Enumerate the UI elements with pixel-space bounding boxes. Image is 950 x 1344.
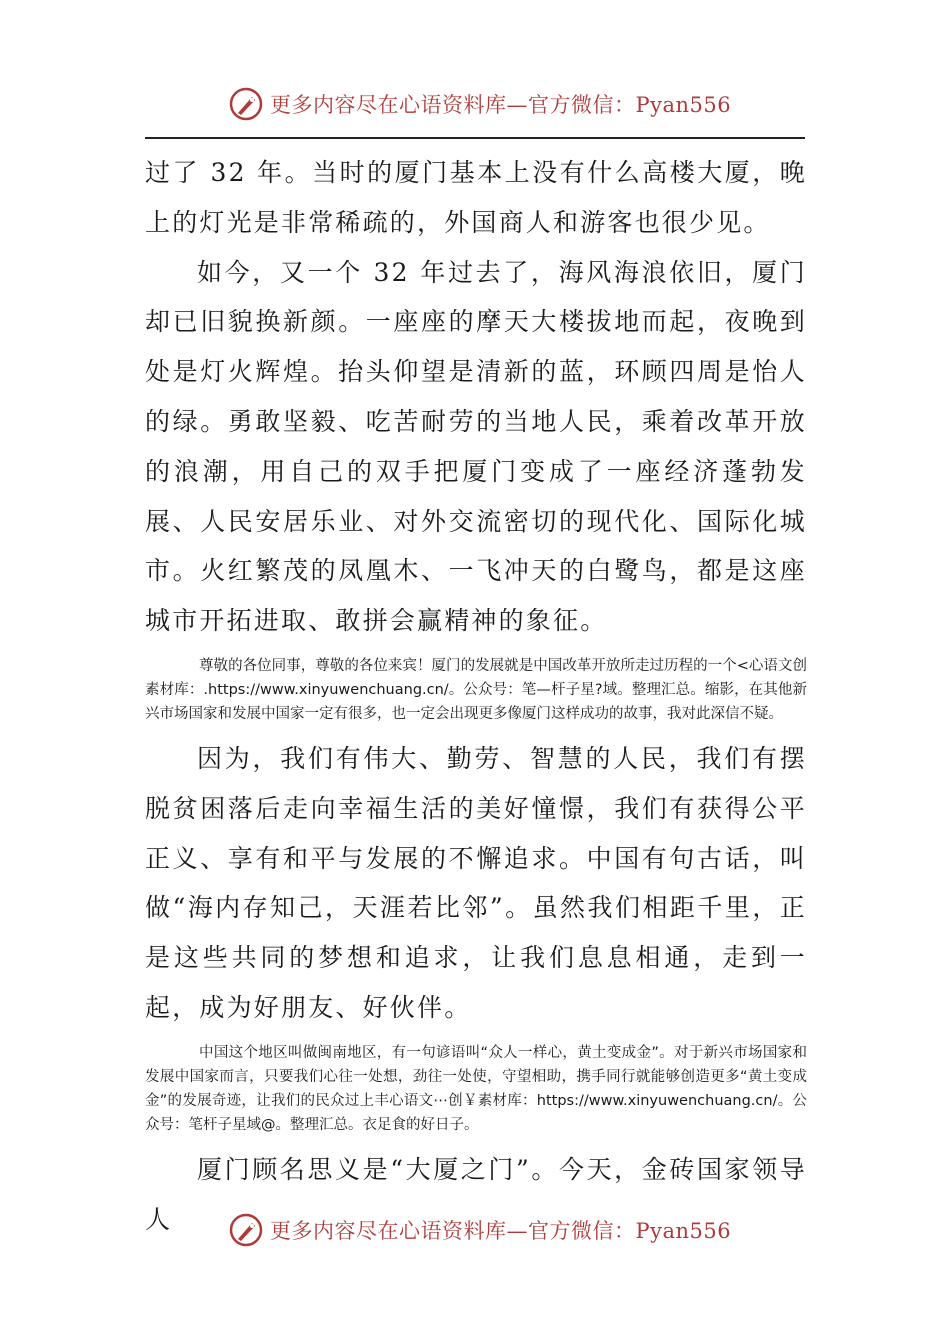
paragraph-2: 如今，又一个 32 年过去了，海风海浪依旧，厦门却已旧貌换新颜。一座座的摩天大楼拔地而起，夜晚到处是灯火辉煌。抬头仰望是清新的蓝，环顾四周是怡人的绿。勇敢坚毅、吃苦耐劳的当地人民，乘着改革开放的浪潮，用自己的双手把厦门变成了一座经济蓬勃发展、人民安居乐业、对外交流密切的现代化、国际化城市。火红繁茂的凤凰木、一飞冲天的白鹭鸟，都是这座城市开拓进取、敢拼会赢精神的象征。 — [145, 257, 807, 636]
header-banner — [228, 84, 731, 124]
pen-nib-logo-icon — [228, 1212, 264, 1248]
paragraph-1: 过了 32 年。当时的厦门基本上没有什么高楼大厦，晚上的灯光是非常稀疏的，外国商人和游客也很少见。 — [145, 158, 807, 237]
inserted-note-1: 尊敬的各位同事，尊敬的各位来宾！厦门的发展就是中国改革开放所走过历程的一个<心语文创素材库：.https://www.xinyuwenchuang.cn/。公众号：笔—杆子星?域。整理汇总。缩影，在其他新兴市场国家和发展中国家一定有很多，也一定会出现更多像厦门这样成功的故事，我对此深信不疑。 — [145, 657, 807, 722]
paragraph-3: 因为，我们有伟大、勤劳、智慧的人民，我们有摆脱贫困落后走向幸福生活的美好憧憬，我们有获得公平正义、享有和平与发展的不懈追求。中国有句古话，叫做“海内存知己，天涯若比邻”。虽然我们相距千里，正是这些共同的梦想和追求，让我们息息相通，走到一起，成为好朋友、好伙伴。 — [145, 743, 807, 1022]
pen-nib-logo-icon — [228, 86, 264, 122]
inserted-note-2: 中国这个地区叫做闽南地区，有一句谚语叫“众人一样心，黄土变成金”。对于新兴市场国家和发展中国家而言，只要我们心往一处想，劲往一处使，守望相助，携手同行就能够创造更多“黄土变成金”的发展奇迹，让我们的民众过上丰心语文⋯创￥素材库：https://www.xinyuwenchuang.cn/。公众号：笔杆子星域@。整理汇总。衣足食的好日子。 — [145, 1044, 807, 1133]
footer-banner — [228, 1210, 731, 1250]
footer-text: 更多内容尽在心语资料库—官方微信：Pyan556 — [270, 1219, 732, 1243]
paragraph-4: 厦门顾名思义是“大厦之门”。今天，金砖国家领导人 — [145, 1154, 807, 1234]
document-body — [145, 148, 807, 1244]
header-text: 更多内容尽在心语资料库—官方微信：Pyan556 — [270, 93, 732, 117]
header-divider — [145, 137, 805, 139]
